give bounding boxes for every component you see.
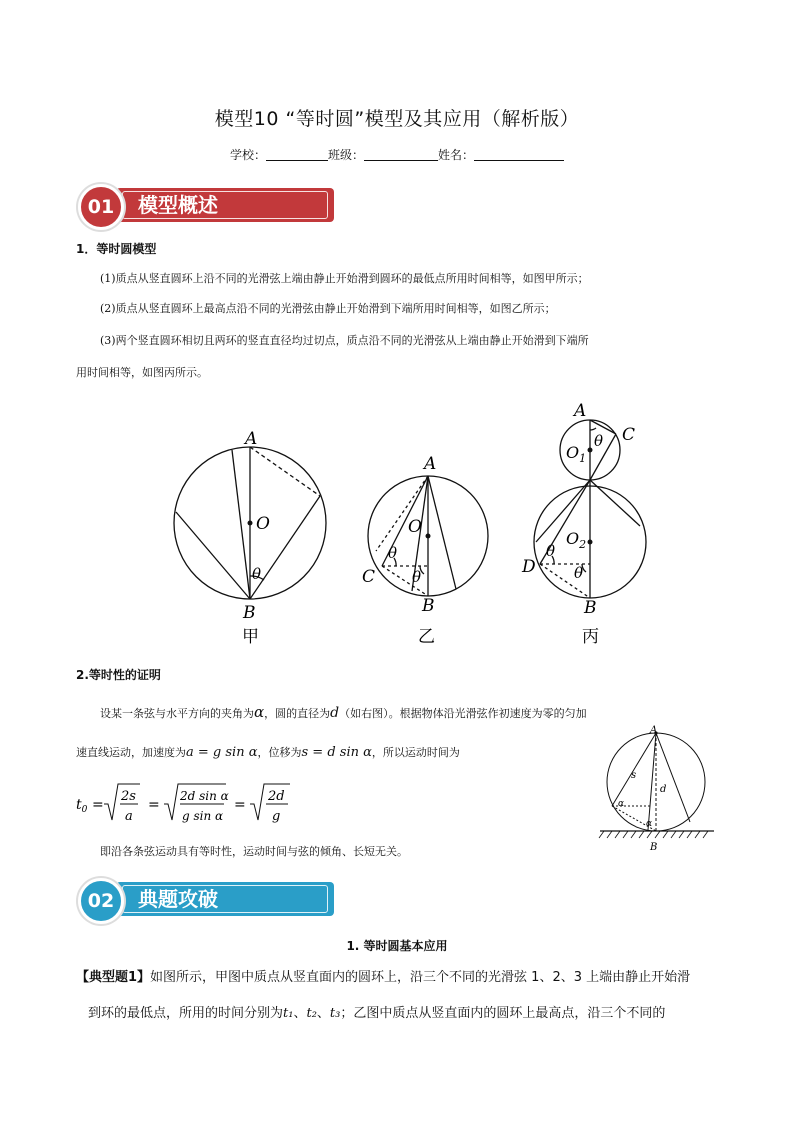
- svg-text:2d sin α: 2d sin α: [180, 789, 229, 803]
- d-symbol: d: [330, 705, 340, 721]
- problem-tag: 【典型题1】: [76, 970, 151, 985]
- chord-jia-3: [250, 496, 320, 599]
- section-number: 01: [78, 184, 124, 230]
- label-B-right: B: [650, 842, 658, 853]
- proof-heading: 2.等时性的证明: [76, 668, 161, 682]
- center-dot-yi: [426, 534, 431, 539]
- problem-1-line-1: 【典型题1】如图所示，甲图中质点从竖直面内的圆环上，沿三个不同的光滑弦 1、2、3 上端由静止开始滑: [76, 970, 691, 985]
- figure-right: [598, 722, 718, 856]
- t0-symbol: $t_0$: [76, 797, 88, 815]
- section-number: 02: [78, 878, 124, 924]
- student-info-line: [0, 146, 794, 163]
- label-O-jia: O: [256, 514, 270, 534]
- svg-text:=: =: [92, 797, 104, 813]
- svg-text:=: =: [234, 797, 246, 813]
- svg-text:a: a: [125, 809, 133, 824]
- chord-right-2: [648, 733, 656, 830]
- label-A-right: A: [650, 725, 658, 736]
- label-alpha-right-2: α: [646, 819, 653, 829]
- label-theta-yi-1: θ: [388, 544, 398, 562]
- section-title: 典题攻破: [138, 887, 218, 911]
- label-B-yi: B: [422, 596, 435, 616]
- label-O1-bing: $O_1$: [566, 443, 587, 465]
- label-A-yi: A: [424, 454, 437, 474]
- disp-formula: s = d sin α: [301, 745, 372, 760]
- section-title-bar: [116, 188, 334, 222]
- problems-subheading: 1. 等时圆基本应用: [346, 939, 448, 953]
- class-blank[interactable]: [364, 148, 438, 161]
- chord-bing-right: [590, 480, 640, 526]
- proof-conclusion: 即沿各条弦运动具有等时性，运动时间与弦的倾角、长短无关。: [100, 845, 408, 858]
- label-B-bing: B: [584, 598, 597, 618]
- label-theta-bing-top: θ: [594, 432, 604, 450]
- section-title: 模型概述: [138, 193, 218, 217]
- caption-yi: 乙: [418, 627, 435, 647]
- chord-jia-1: [232, 450, 250, 599]
- center-dot-jia: [248, 521, 253, 526]
- label-s-right: s: [631, 770, 637, 781]
- figure-bing: [534, 420, 646, 598]
- label-d-right: d: [660, 784, 667, 795]
- svg-text:=: =: [148, 797, 160, 813]
- label-alpha-right-1: α: [618, 799, 625, 809]
- label-B-jia: B: [243, 603, 256, 623]
- chord-yi-3: [428, 476, 456, 589]
- name-blank[interactable]: [474, 148, 564, 161]
- section-title-bar: [116, 882, 334, 916]
- label-D-bing: D: [522, 557, 536, 577]
- center-dot-bing-small: [588, 448, 593, 453]
- section-badge-01: [78, 182, 338, 226]
- class-label: 班级：: [327, 148, 364, 162]
- circle-right: [607, 733, 705, 831]
- label-C-yi: C: [362, 567, 376, 587]
- center-dot-bing-large: [588, 540, 593, 545]
- dashed-yi-top: [376, 476, 428, 551]
- section-badge-02: [78, 876, 338, 920]
- proof-line-2: 速直线运动，加速度为a = g sin α，位移为s = d sin α，所以运动时间为: [76, 745, 460, 760]
- school-label: 学校：: [229, 148, 266, 162]
- svg-text:g: g: [272, 809, 281, 824]
- model-item-2: (2)质点从竖直圆环上最高点沿不同的光滑弦由静止开始滑到下端所用时间相等，如图乙所示；: [100, 302, 556, 315]
- model-item-1: (1)质点从竖直圆环上沿不同的光滑弦上端由静止开始滑到圆环的最低点所用时间相等，如图甲所示；: [100, 272, 589, 285]
- chord-jia-2: [176, 512, 250, 599]
- school-blank[interactable]: [266, 148, 328, 161]
- dashed-jia: [250, 447, 320, 496]
- model-item-3-cont: 用时间相等，如图丙所示。: [76, 366, 208, 379]
- label-O2-bing: $O_2$: [566, 529, 587, 551]
- accel-formula: a = g sin α: [186, 745, 258, 760]
- svg-text:2s: 2s: [121, 789, 136, 804]
- problem-1-line-2: 到环的最低点，所用的时间分别为t₁、t₂、t₃；乙图中质点从竖直面内的圆环上最高点，沿三个不同的: [88, 1006, 666, 1021]
- model-item-3: (3)两个竖直圆环相切且两环的竖直直径均过切点，质点沿不同的光滑弦从上端由静止开始滑到下端所: [100, 334, 589, 347]
- label-theta-yi-2: θ: [412, 568, 422, 586]
- angle-arc-bing-top: [590, 428, 596, 430]
- label-theta-bing-1: θ: [546, 542, 556, 560]
- label-C-bing: C: [622, 425, 636, 445]
- proof-line-1: 设某一条弦与水平方向的夹角为α，圆的直径为d（如右图）。根据物体沿光滑弦作初速度为零的匀加: [100, 703, 587, 721]
- page-title: 模型10 “等时圆”模型及其应用（解析版）: [214, 108, 580, 130]
- chord-right-3: [656, 733, 690, 822]
- label-A-jia: A: [245, 429, 258, 449]
- time-formula: [76, 780, 316, 830]
- caption-bing: 丙: [582, 627, 599, 647]
- caption-jia: 甲: [242, 627, 259, 647]
- label-theta-bing-2: θ: [574, 564, 584, 582]
- label-O-yi: O: [408, 517, 422, 537]
- alpha-symbol: α: [254, 703, 265, 721]
- figures-row: [160, 396, 680, 651]
- name-label: 姓名：: [438, 148, 475, 162]
- svg-text:g sin α: g sin α: [182, 809, 224, 823]
- svg-text:2d: 2d: [268, 789, 285, 804]
- ground-hatch: [599, 831, 708, 838]
- label-A-bing: A: [574, 401, 587, 421]
- label-theta-jia: θ: [252, 565, 262, 583]
- model-heading: 1．等时圆模型: [76, 242, 157, 256]
